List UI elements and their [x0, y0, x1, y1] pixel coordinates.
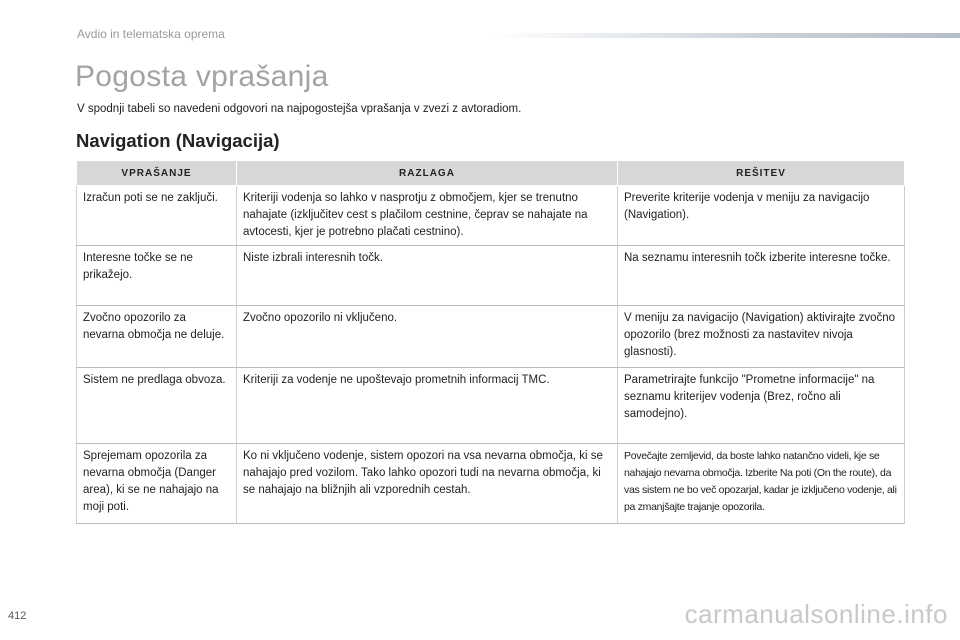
solution-cell: Na seznamu interesnih točk izberite interesne točke.: [618, 246, 905, 306]
intro-text: V spodnji tabeli so navedeni odgovori na najpogostejša vprašanja v zvezi z avtoradiom.: [77, 103, 522, 115]
faq-table: [76, 160, 905, 524]
running-header: Avdio in telematska oprema: [77, 27, 225, 41]
table-row: [77, 186, 905, 246]
solution-cell: Povečajte zemljevid, da boste lahko natančno videli, kje se nahajajo nevarna območja. Izberite Na poti (On the route), da vas sistem ne bo več opozarjal, kadar je izključeno vodenje, ali pa zmanjšajte trajanje opozorila.: [618, 444, 905, 524]
solution-cell: Parametrirajte funkcijo "Prometne informacije" na seznamu kriterijev vodenja (Brez, ročno ali samodejno).: [618, 368, 905, 444]
header-rule: [490, 33, 960, 38]
question-cell: Sistem ne predlaga obvoza.: [77, 368, 237, 444]
table-row: [77, 306, 905, 368]
table-row: [77, 246, 905, 306]
question-cell: Sprejemam opozorila za nevarna območja (Danger area), ki se ne nahajajo na moji poti.: [77, 444, 237, 524]
solution-cell: Preverite kriterije vodenja v meniju za navigacijo (Navigation).: [618, 186, 905, 246]
column-header-explanation: RAZLAGA: [237, 161, 618, 186]
explanation-cell: Kriteriji za vodenje ne upoštevajo prometnih informacij TMC.: [237, 368, 618, 444]
watermark: carmanualsonline.info: [684, 599, 948, 629]
question-cell: Interesne točke se ne prikažejo.: [77, 246, 237, 306]
explanation-cell: Kriteriji vodenja so lahko v nasprotju z območjem, kjer se trenutno nahajate (izključitev cest s plačilom cestnine, čeprav se nahajate na avtocesti, kjer je potrebno plačati cestnino).: [237, 186, 618, 246]
explanation-cell: Zvočno opozorilo ni vključeno.: [237, 306, 618, 368]
explanation-cell: Niste izbrali interesnih točk.: [237, 246, 618, 306]
table-header-row: [77, 161, 905, 186]
question-cell: Izračun poti se ne zaključi.: [77, 186, 237, 246]
explanation-cell: Ko ni vključeno vodenje, sistem opozori na vsa nevarna območja, ki se nahajajo pred vozilom. Tako lahko opozori tudi na nevarna območja, ki se nahajajo na bližnjih ali vzporednih cestah.: [237, 444, 618, 524]
question-cell: Zvočno opozorilo za nevarna območja ne deluje.: [77, 306, 237, 368]
section-title: Navigation (Navigacija): [76, 130, 280, 151]
page-number: 412: [8, 610, 27, 622]
column-header-solution: REŠITEV: [618, 161, 905, 186]
page-title: Pogosta vprašanja: [75, 60, 329, 93]
column-header-question: VPRAŠANJE: [77, 161, 237, 186]
solution-cell: V meniju za navigacijo (Navigation) aktivirajte zvočno opozorilo (brez možnosti za nastavitev nivoja glasnosti).: [618, 306, 905, 368]
table-row: [77, 444, 905, 524]
table-row: [77, 368, 905, 444]
